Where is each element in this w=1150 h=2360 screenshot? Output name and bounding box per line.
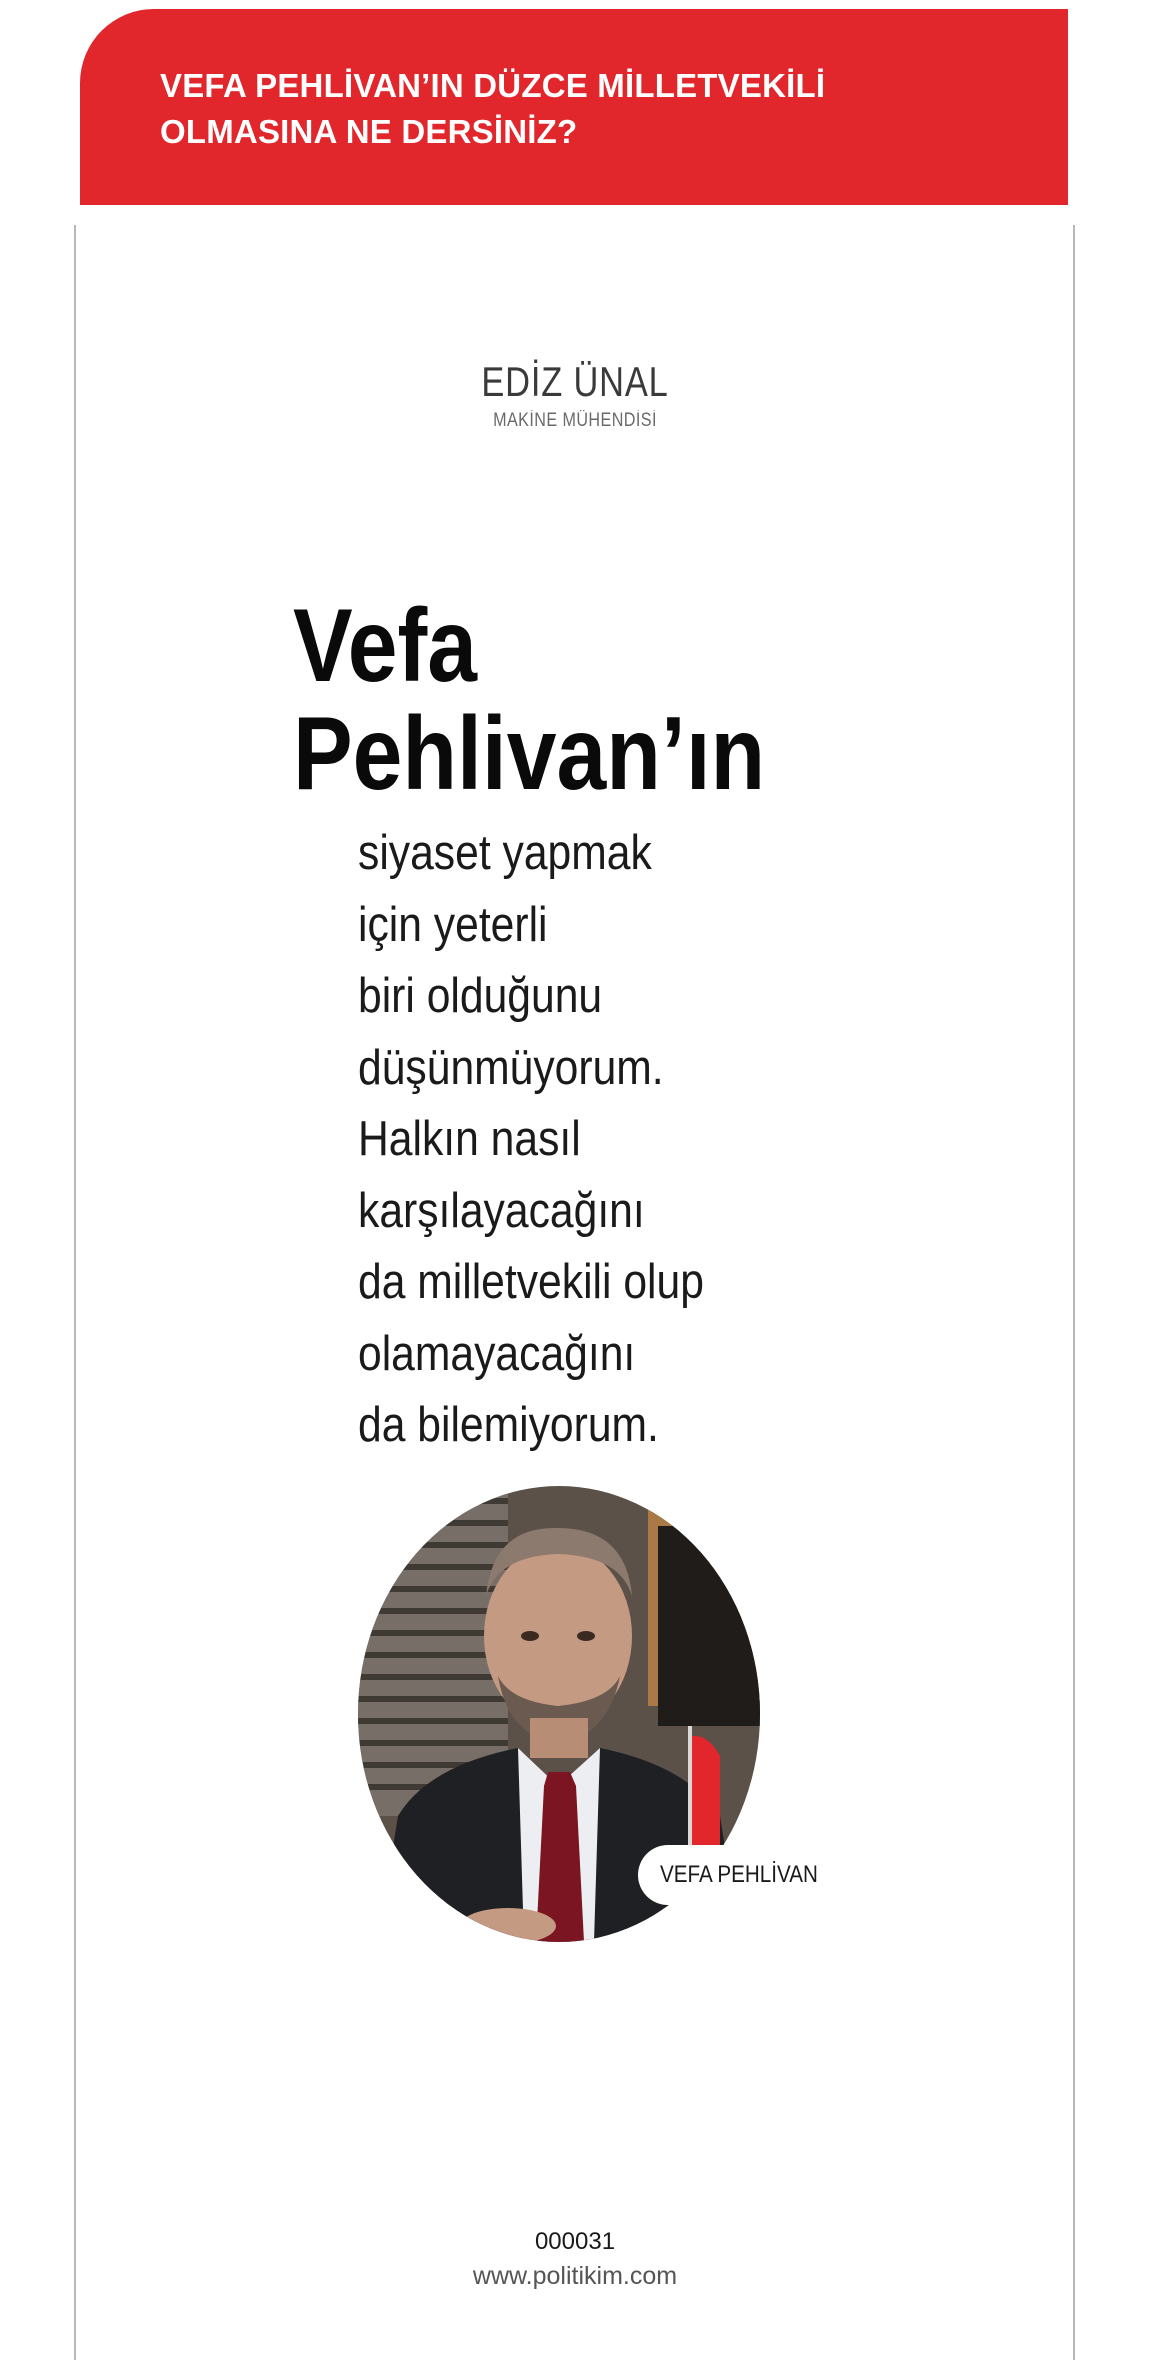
quote-line: Halkın nasıl — [358, 1112, 581, 1166]
footer — [0, 2225, 1150, 2293]
author-block — [0, 356, 1150, 432]
quote-line: için yeterli — [358, 897, 548, 952]
author-name: EDİZ ÜNAL — [481, 358, 669, 405]
header-title-line-2: OLMASINA NE DERSİNİZ? — [160, 113, 578, 150]
photo-caption — [638, 1845, 838, 1905]
quote-line: da bilemiyorum. — [358, 1398, 659, 1452]
headline-line-2: Pehlivan’ın — [293, 696, 766, 812]
headline — [293, 588, 766, 812]
headline-line-1: Vefa — [293, 588, 477, 704]
quote-line: olamayacağını — [358, 1326, 636, 1381]
header-title-line-1: VEFA PEHLİVAN’IN DÜZCE MİLLETVEKİLİ — [160, 67, 826, 104]
quote-line: siyaset yapmak — [358, 826, 652, 880]
author-title: MAKİNE MÜHENDİSİ — [493, 410, 657, 431]
quote-line: karşılayacağını — [358, 1183, 645, 1238]
quote-line: da milletvekili olup — [358, 1255, 704, 1309]
footer-code: 000031 — [534, 2228, 616, 2255]
quote-line: düşünmüyorum. — [358, 1040, 664, 1095]
quote-text — [358, 818, 704, 1462]
header-banner — [80, 9, 1068, 205]
footer-url[interactable]: www.politikim.com — [472, 2262, 678, 2290]
quote-line: biri olduğunu — [358, 969, 603, 1023]
photo-caption-text: VEFA PEHLİVAN — [660, 1861, 818, 1888]
left-frame-line — [74, 225, 76, 2360]
right-frame-line — [1073, 225, 1075, 2360]
header-title — [160, 63, 920, 155]
